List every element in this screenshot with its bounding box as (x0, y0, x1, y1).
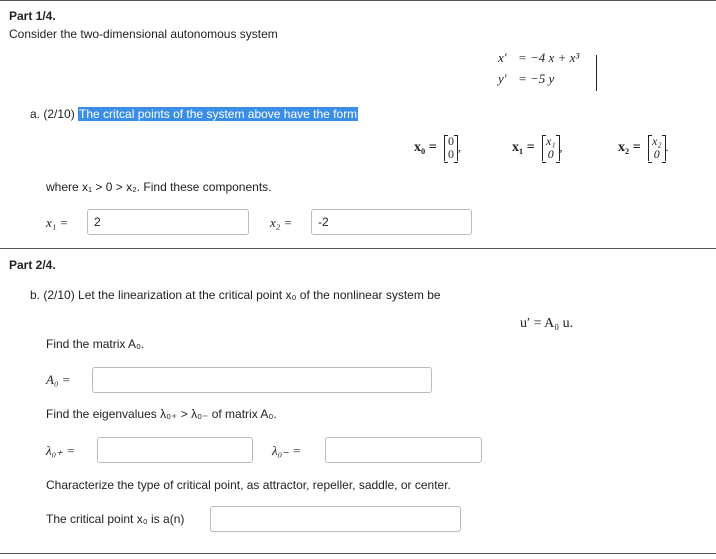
equation-1-rhs: = −4 x + x³ (518, 50, 580, 65)
x0-vector: x₀ = 0 0 , (414, 133, 462, 161)
linearization-equation: u′ = A₀ u. (520, 316, 574, 331)
question-a-prefix: a. (2/10) (30, 107, 75, 121)
x2-input-label: x₂ = (270, 215, 293, 230)
find-matrix-text: Find the matrix A₀. (46, 337, 145, 351)
equation-1-lhs: x′ (498, 50, 507, 65)
type-label: The critical point x₀ is a(n) (46, 512, 185, 526)
x0-top: 0 (448, 133, 455, 148)
question-a-highlight: The critcal points of the system above have the form (79, 107, 358, 121)
characterize-text: Characterize the type of critical point, as attractor, repeller, saddle, or center. (46, 478, 451, 492)
x2-matrix (648, 135, 666, 161)
x2-input[interactable]: -2 (311, 209, 472, 235)
x1-label: x₁ = (512, 140, 535, 155)
x1-top: x₁ (546, 133, 556, 148)
x2-bottom: 0 (653, 146, 660, 161)
part1-intro: Consider the two-dimensional autonomous system (9, 27, 278, 41)
x1-matrix (542, 135, 560, 161)
top-divider (0, 0, 716, 1)
x2-label: x₂ = (618, 140, 641, 155)
question-a (30, 107, 358, 121)
find-eigen-text: Find the eigenvalues λ₀₊ > λ₀₋ of matrix A₀. (46, 407, 277, 421)
lambda-plus-input[interactable] (97, 437, 253, 463)
matrix-input[interactable] (92, 367, 432, 393)
x1-input[interactable]: 2 (87, 209, 249, 235)
lambda-minus-label: λ₀₋ = (272, 443, 302, 458)
x0-bottom: 0 (448, 146, 455, 161)
x0-matrix (444, 135, 458, 161)
part2-title: Part 2/4. (9, 258, 56, 272)
bottom-divider (0, 553, 716, 554)
x1-vector: x₁ = x₁ 0 , (512, 133, 563, 161)
x1-bottom: 0 (547, 146, 554, 161)
where-text: where x₁ > 0 > x₂. Find these components. (46, 180, 272, 194)
system-bar (596, 55, 597, 91)
question-b: b. (2/10) Let the linearization at the critical point x₀ of the nonlinear system be (30, 288, 441, 302)
equation-2-lhs: y′ (498, 71, 507, 86)
x1-input-label: x₁ = (46, 215, 69, 230)
lambda-minus-input[interactable] (325, 437, 482, 463)
x2-top: x₂ (652, 133, 662, 148)
lambda-plus-label: λ₀₊ = (46, 443, 76, 458)
part-divider (0, 248, 716, 249)
part1-title: Part 1/4. (9, 9, 56, 23)
critical-point-type-input[interactable] (210, 506, 461, 532)
x0-label: x₀ = (414, 140, 437, 155)
x2-vector: x₂ = x₂ 0 . (618, 133, 669, 161)
equation-2-rhs: = −5 y (518, 71, 555, 86)
matrix-label: A₀ = (46, 372, 71, 387)
